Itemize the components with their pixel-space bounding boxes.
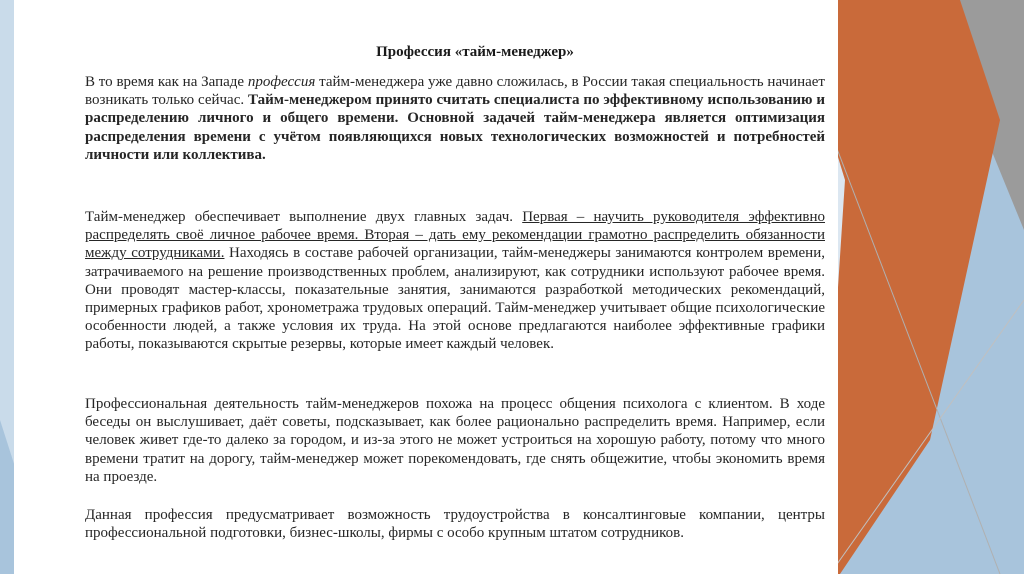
p1-text-a: В то время как на Западе xyxy=(85,74,248,90)
p2-text-a: Тайм-менеджер обеспечивает выполнение двух главных задач. xyxy=(85,209,523,225)
paragraph-4: Данная профессия предусматривает возможность трудоустройства в консалтинговые компании, центры профессиональной подготовки, бизнес-школы, фирмы с особо крупным штатом сотрудников. xyxy=(85,507,825,542)
paragraph-2 xyxy=(85,208,825,354)
paragraph-1 xyxy=(85,73,825,164)
paragraph-3: Профессиональная деятельность тайм-менеджеров похожа на процесс общения психолога с клиентом. В ходе беседы он выслушивает, даёт советы, подсказывает, как более рационально распределить время. Например, если человек живет где-то далеко за городом, и из-за этого не может устроиться на хорошую работу, потому что много времени тратит на дорогу, тайм-менеджер может порекомендовать, где снять общежитие, чтобы экономить время на проезде. xyxy=(85,396,825,485)
p2-text-c: Находясь в составе рабочей организации, тайм-менеджеры занимаются контролем времени, затрачиваемого на решение производственных проблем, анализируют, как сотрудники используют рабочее время. Они проводят мастер-классы, показательные занятия, занимаются разработкой методических рекомендаций, примерных графиков работ, хронометража трудовых операций. Тайм-менеджер учитывает общие психологические особенности людей, а также условия их труда. На этой основе предлагаются наиболее эффективные графики работы, показываются скрытые резервы, которые имеет каждый человек. xyxy=(85,245,825,353)
p2-underline: Первая – научить руководителя эффективно распределять своё личное рабочее время. Вторая – дать ему рекомендации грамотно распределить обязанности между сотрудниками. xyxy=(85,209,825,262)
p1-bold: Тайм-менеджером принято считать специалиста по эффективному использованию и распределению личного и общего времени. Основной задачей тайм-менеджера является оптимизация распределения времени с учётом появляющихся новых технологических возможностей и потребностей личности или коллектива. xyxy=(85,92,825,163)
p1-italic: профессия xyxy=(247,74,316,90)
p1-text-c: тайм-менеджера уже давно сложилась, в России такая специальность начинает возникать только сейчас. xyxy=(85,74,825,109)
page-title: Профессия «тайм-менеджер» xyxy=(376,44,574,60)
